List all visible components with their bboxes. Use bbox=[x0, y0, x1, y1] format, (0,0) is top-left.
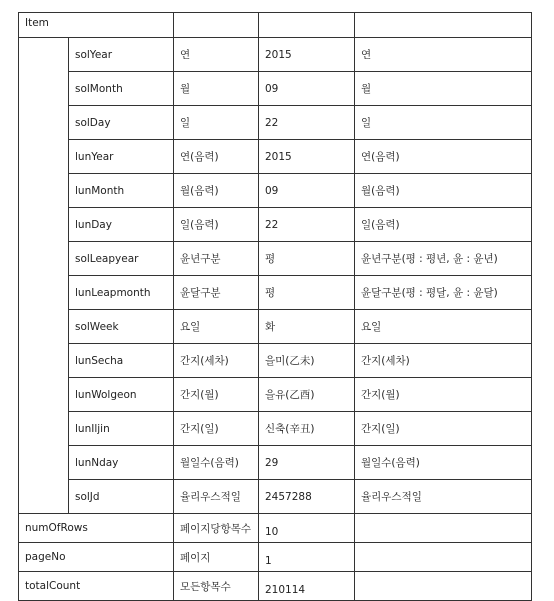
table-row bbox=[19, 572, 532, 601]
field-note: 율리우스적일 bbox=[355, 480, 532, 514]
field-note: 간지(월) bbox=[355, 378, 532, 412]
field-value: 2015 bbox=[259, 140, 355, 174]
field-note: 월(음력) bbox=[355, 174, 532, 208]
table-row bbox=[19, 208, 532, 242]
field-value: 을미(乙未) bbox=[259, 344, 355, 378]
field-desc: 월(음력) bbox=[174, 174, 259, 208]
field-value: 1 bbox=[259, 543, 355, 572]
field-name: solLeapyear bbox=[69, 242, 174, 276]
table-row bbox=[19, 543, 532, 572]
field-desc: 일 bbox=[174, 106, 259, 140]
item-header-row bbox=[19, 13, 532, 38]
field-desc: 일(음력) bbox=[174, 208, 259, 242]
field-name: solJd bbox=[69, 480, 174, 514]
table-row bbox=[19, 276, 532, 310]
field-desc: 윤년구분 bbox=[174, 242, 259, 276]
table-row bbox=[19, 38, 532, 72]
field-value: 신축(辛丑) bbox=[259, 412, 355, 446]
field-note: 간지(세차) bbox=[355, 344, 532, 378]
field-note: 윤달구분(평 : 평달, 윤 : 윤달) bbox=[355, 276, 532, 310]
field-name: solMonth bbox=[69, 72, 174, 106]
table-row bbox=[19, 174, 532, 208]
field-note bbox=[355, 514, 532, 543]
field-desc: 월 bbox=[174, 72, 259, 106]
field-value: 평 bbox=[259, 276, 355, 310]
field-name: lunWolgeon bbox=[69, 378, 174, 412]
field-desc: 율리우스적일 bbox=[174, 480, 259, 514]
field-value: 평 bbox=[259, 242, 355, 276]
field-desc: 월일수(음력) bbox=[174, 446, 259, 480]
field-value: 22 bbox=[259, 106, 355, 140]
item-note-cell bbox=[355, 13, 532, 38]
field-name: lunDay bbox=[69, 208, 174, 242]
field-note: 간지(일) bbox=[355, 412, 532, 446]
table-row bbox=[19, 480, 532, 514]
field-note: 월 bbox=[355, 72, 532, 106]
field-value: 09 bbox=[259, 72, 355, 106]
field-value: 2015 bbox=[259, 38, 355, 72]
field-note: 연 bbox=[355, 38, 532, 72]
field-name: totalCount bbox=[19, 572, 174, 601]
table-row bbox=[19, 344, 532, 378]
field-note: 월일수(음력) bbox=[355, 446, 532, 480]
field-name: pageNo bbox=[19, 543, 174, 572]
item-desc-cell bbox=[174, 13, 259, 38]
item-indent-cell bbox=[19, 38, 69, 514]
field-desc: 연(음력) bbox=[174, 140, 259, 174]
field-name: lunIljin bbox=[69, 412, 174, 446]
field-name: solWeek bbox=[69, 310, 174, 344]
field-value: 2457288 bbox=[259, 480, 355, 514]
response-fields-table-wrapper bbox=[18, 12, 532, 601]
field-desc: 간지(세차) bbox=[174, 344, 259, 378]
field-note: 윤년구분(평 : 평년, 윤 : 윤년) bbox=[355, 242, 532, 276]
field-value: 29 bbox=[259, 446, 355, 480]
field-note: 요일 bbox=[355, 310, 532, 344]
field-name: solDay bbox=[69, 106, 174, 140]
field-note: 연(음력) bbox=[355, 140, 532, 174]
table-row bbox=[19, 242, 532, 276]
field-name: lunLeapmonth bbox=[69, 276, 174, 310]
table-row bbox=[19, 72, 532, 106]
field-desc: 페이지당항목수 bbox=[174, 514, 259, 543]
field-desc: 요일 bbox=[174, 310, 259, 344]
field-value: 화 bbox=[259, 310, 355, 344]
field-desc: 윤달구분 bbox=[174, 276, 259, 310]
field-name: lunNday bbox=[69, 446, 174, 480]
field-desc: 간지(일) bbox=[174, 412, 259, 446]
table-row bbox=[19, 378, 532, 412]
field-desc: 연 bbox=[174, 38, 259, 72]
field-note bbox=[355, 543, 532, 572]
field-name: solYear bbox=[69, 38, 174, 72]
field-value: 22 bbox=[259, 208, 355, 242]
field-note bbox=[355, 572, 532, 601]
table-row bbox=[19, 412, 532, 446]
response-fields-table bbox=[18, 12, 532, 601]
field-note: 일(음력) bbox=[355, 208, 532, 242]
field-desc: 간지(월) bbox=[174, 378, 259, 412]
table-row bbox=[19, 140, 532, 174]
field-name: lunYear bbox=[69, 140, 174, 174]
field-desc: 모든항목수 bbox=[174, 572, 259, 601]
field-name: numOfRows bbox=[19, 514, 174, 543]
field-value: 10 bbox=[259, 514, 355, 543]
field-value: 09 bbox=[259, 174, 355, 208]
item-value-cell bbox=[259, 13, 355, 38]
field-desc: 페이지 bbox=[174, 543, 259, 572]
field-name: lunMonth bbox=[69, 174, 174, 208]
table-row bbox=[19, 310, 532, 344]
table-row bbox=[19, 446, 532, 480]
table-row bbox=[19, 514, 532, 543]
field-note: 일 bbox=[355, 106, 532, 140]
field-name: lunSecha bbox=[69, 344, 174, 378]
field-value: 210114 bbox=[259, 572, 355, 601]
item-label: Item bbox=[19, 13, 174, 38]
field-value: 을유(乙酉) bbox=[259, 378, 355, 412]
table-row bbox=[19, 106, 532, 140]
